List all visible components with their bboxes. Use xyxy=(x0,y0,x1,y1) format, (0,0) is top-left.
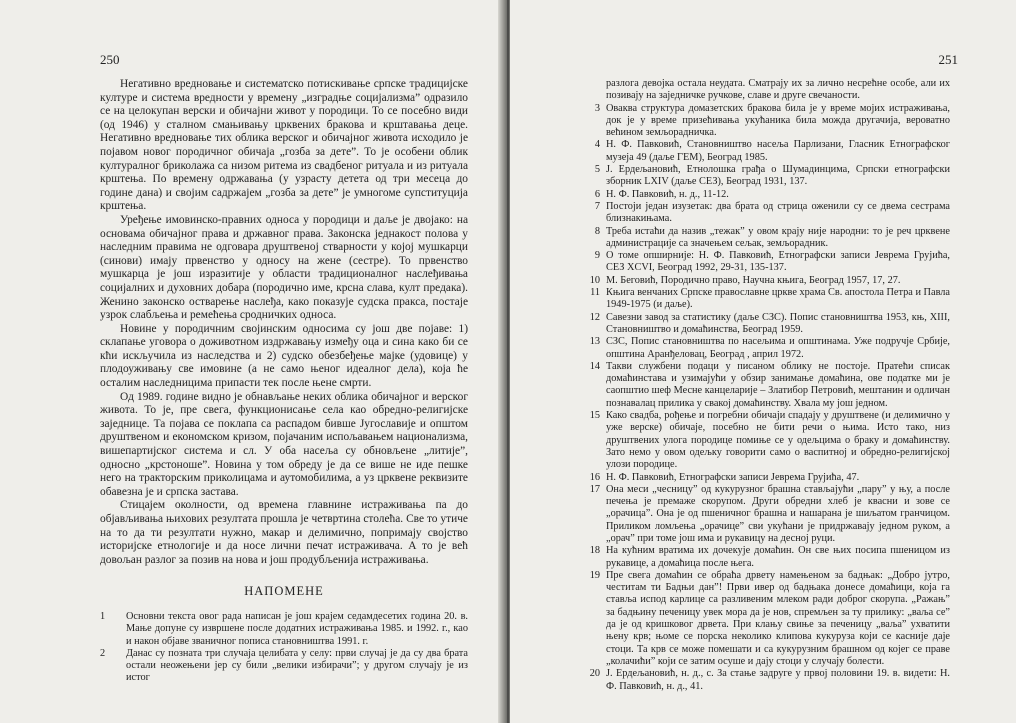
footnote-text: Н. Ф. Павковић, Становништво насеља Парлизани, Гласник Етнографског музеја 49 (даље ГЕМ), Београд 1985. xyxy=(606,139,950,163)
footnote-number: 11 xyxy=(590,287,600,299)
footnote-text: Данас су позната три случаја целибата у селу: први случај је да су два брата остали неожењени јер су били „велики избирачи”; у другом случају је из истог xyxy=(126,647,468,684)
footnote xyxy=(100,648,468,685)
footnote xyxy=(576,78,950,103)
footnote-text: Оваква структура домазетских бракова била је у време мојих истраживања, док је у време призећивања укућаника била можда другачија, вероватно већином земљорадничка. xyxy=(606,102,950,139)
paragraph: Од 1989. године видно је обнављање неких облика обичајног и верског живота. То је, пре свега, функционисање села као обредно-религијске заједнице. Та појава се поклапа са распадом бивше Југославије и општом друштвеном и економском кризом, појачаним испољавањем национализма, вишепартијског система и сл. У оба насеља су обновљене „литије”, односно „крстоноше”. Новина у том обреду је да се више не иде пешке него на тракторским приколицама и аутомобилима, а уз црквене реквизите обавезна је и српска застава. xyxy=(100,390,468,498)
footnote xyxy=(576,484,950,545)
footnote xyxy=(576,312,950,337)
footnote xyxy=(576,164,950,189)
footnote xyxy=(576,139,950,164)
footnote-number: 9 xyxy=(594,250,600,262)
footnote-number: 13 xyxy=(589,336,600,348)
footnote xyxy=(576,201,950,226)
footnote-text: Основни текста овог рада написан је још крајем седамдесетих година 20. в. Мање допуне су извршене после додатних истраживања 1985. и 1992. г., као и након објаве званичног пописа становништва 1991. г. xyxy=(126,610,468,647)
footnote-number: 4 xyxy=(594,139,600,151)
footnote-number: 1 xyxy=(100,610,106,622)
footnote xyxy=(576,336,950,361)
left-text-block xyxy=(100,78,468,685)
paragraph: Уређење имовинско-правних односа у породици и даље је двојако: на основама обичајног права и државног права. Законска једнакост полова у наследним правима не одговара друштвеној стварности у којој мушкарци (синови) имају првенство у односу на жене (сестре). То првенство мушкарца је још изразитије у области традиционалног наслеђивања социјалних и духовних добара (породично име, крсна слава, култ предака). Женино законско остварење наслеђа, како показује судска пракса, постаје узрок слабљења и ремећења сродничких односа. xyxy=(100,213,468,322)
footnote-number: 15 xyxy=(589,410,600,422)
footnote-number: 10 xyxy=(589,274,600,286)
footnote-text: Она меси „чесницу” од кукурузног брашна стављајући „пару” у њу, а после печења је премаже скорупом. Други обредни хлеб је квасни и зове се „орачица”. Она је од пшеничног брашна и нашарана је шиљатом гранчицом. Приликом ломљења „орачице” сви укућани је придржавају једном руком, а „орач” при томе још има и рукавицу на десној руци. xyxy=(606,483,950,544)
paragraph: Новине у породичним својинским односима су још две појаве: 1) склапање уговора о доживотном издржавању између оца и сина како би се кћи искључила из наследства и 2) судско обезбеђење мајке (удовице) у плодоуживању све имовине (а не само њеног идеалног дела), која ће осталим наследницима припасти тек после њене смрти. xyxy=(100,322,468,390)
footnote-number xyxy=(576,78,606,103)
paragraph: Негативно вредновање и систематско потискивање српске традицијске културе и система вредности у времену „изградње социјализма” одразило се на целокупан верски и обичајни живот у породици. То се посебно види (од 1946) у сталном смањивању црквених бракова и крштавања деце. Негативно вредновање тих облика верског и обичајног живота исходило је појавом новог породичног обичаја „гозба за дете”. То је особени облик културалног бриколажа са низом ритема из свадбеног ритуала и из ритуала крштења. По времену одржавања (у узрасту детета од три месеца до године дана) и својим садржајем „гозба за дете” је умногоме супституција крштења. xyxy=(100,78,468,213)
footnote-number: 6 xyxy=(594,188,600,200)
footnote-text: Треба истаћи да назив „тежак” у овом крају није народни: то је реч црквене администрације са значењем сељак, земљорадник. xyxy=(606,225,950,249)
footnote xyxy=(576,570,950,668)
footnote xyxy=(576,361,950,410)
footnote-text: разлога девојка остала неудата. Сматрају их за лично несрећне особе, али их позивају на заједничке ручкове, славе и друге свечаности. xyxy=(606,78,950,102)
footnote-number: 16 xyxy=(589,471,600,483)
footnote-number: 2 xyxy=(100,647,106,659)
footnote xyxy=(576,410,950,471)
footnote-text: Н. Ф. Павковић, н. д., 11-12. xyxy=(606,188,729,200)
paragraph: Стицајем околности, од времена главнине истраживања па до објављивања њихових резултата прошла је четвртина столећа. Све то утиче на то да ти резултати нужно, макар и делимично, попримају својство историјске етнологије и да носе лични печат истраживача. А то је већ довољан разлог за позив на нова и још продубљенија истраживања. xyxy=(100,499,468,566)
page-number-right: 251 xyxy=(938,52,958,67)
footnote-text: Постоји један изузетак: два брата од стрица оженили су се двема сестрама близнакињама. xyxy=(606,200,950,225)
footnote-number: 18 xyxy=(589,545,600,557)
footnote xyxy=(576,287,950,312)
footnote-number: 7 xyxy=(594,200,600,212)
footnote-number: 17 xyxy=(589,483,600,495)
footnote xyxy=(100,611,468,648)
left-page xyxy=(0,0,506,723)
footnote-text: На кућним вратима их дочекује домаћин. Он све њих посипа пшеницом из рукавице, а домаћица после њега. xyxy=(606,545,950,569)
footnote-text: Н. Ф. Павковић, Етнографски записи Јеврема Грујића, 47. xyxy=(606,471,860,483)
footnote xyxy=(576,250,950,275)
footnote-number: 3 xyxy=(594,102,600,114)
footnote-number: 19 xyxy=(589,569,600,581)
footnote-text: Савезни завод за статистику (даље СЗС). Попис становништва 1953, књ, XIII, Становништво и домаћинства, Београд 1959. xyxy=(606,311,950,335)
footnote xyxy=(576,103,950,140)
footnote-text: О томе опширније: Н. Ф. Павковић, Етнографски записи Јеврема Грујића, СЕЗ XCVI, Београд 1992, 29-31, 135-137. xyxy=(606,250,950,274)
footnote-text: Ј. Ердељановић, Етнолошка грађа о Шумадинцима, Српски етнографски зборник LXIV (даље СЕЗ), Београд 1931, 137. xyxy=(606,164,950,188)
footnote-text: Ј. Ердељановић, н. д., с. За стање задруге у првој половини 19. в. видети: Н. Ф. Павковић, н. д., 41. xyxy=(606,668,950,692)
footnote-text: М. Беговић, Породично право, Научна књига, Београд 1957, 17, 27. xyxy=(606,274,901,286)
right-page xyxy=(510,0,1016,723)
footnote-number: 20 xyxy=(589,668,600,680)
footnote-number: 5 xyxy=(594,164,600,176)
footnote xyxy=(576,668,950,693)
footnote xyxy=(576,545,950,570)
footnote xyxy=(576,275,950,287)
footnote-text: Књига венчаних Српске православне цркве храма Св. апостола Петра и Павла 1949-1975 (и даље). xyxy=(606,287,950,311)
footnote xyxy=(576,189,950,201)
footnote-text: Како свадба, рођење и погребни обичаји спадају у друштвене (и делимично у уже верске) обичаје, посебно не бити речи о њима. Исто тако, низ друштвених улога породице помиње се у одељцима о браку и домаћинству. Зато немо у овом одељку говорити само о васпитној и обредно-религијској улози породице. xyxy=(606,410,950,471)
footnote xyxy=(576,472,950,484)
right-text-block xyxy=(576,78,950,693)
footnote-text: Такви службени подаци у писаном облику не постоје. Пратећи списак домаћинстава и узимајући у обзир занимање домаћина, ове податке ми је саопштио шеф Месне канцеларије – Златибор Петровић, мештанин и одличан познавалац прилика у свакој домаћинству. Хвала му још једном. xyxy=(606,360,950,409)
footnote-number: 8 xyxy=(594,225,600,237)
footnote-number: 12 xyxy=(589,311,600,323)
notes-heading: НАПОМЕНЕ xyxy=(244,584,324,599)
footnote-text: Пре свега домаћин се обраћа дрвету намењеном за бадњак: „Добро јутро, честитам ти Бадњи дан”! Први ивер од бадњака донесе домаћици, која га ставља испод карлице са разливеним млеком ради доброг скорупа. „Ражањ” за бадњину печеницу увек мора да је нов, спремљен за ту прилику: „ваља се” да је од кришковог дрвета. При клању свиње за печеницу „ваља” ухватити њену крв; њоме се порска неколико клипова кукуруза који се касније даје стоци. Та крв се може помешати и са кукурузним брашном од којег се праве „колачићи” који се затим осуше и дају стоци у случају болести. xyxy=(606,569,950,667)
page-number-left: 250 xyxy=(100,52,120,67)
footnote xyxy=(576,226,950,251)
footnote-number: 14 xyxy=(589,360,600,372)
footnote-text: СЗС, Попис становништва по насељима и општинама. Уже подручје Србије, општина Аранђеловац, Београд , април 1972. xyxy=(606,336,950,360)
